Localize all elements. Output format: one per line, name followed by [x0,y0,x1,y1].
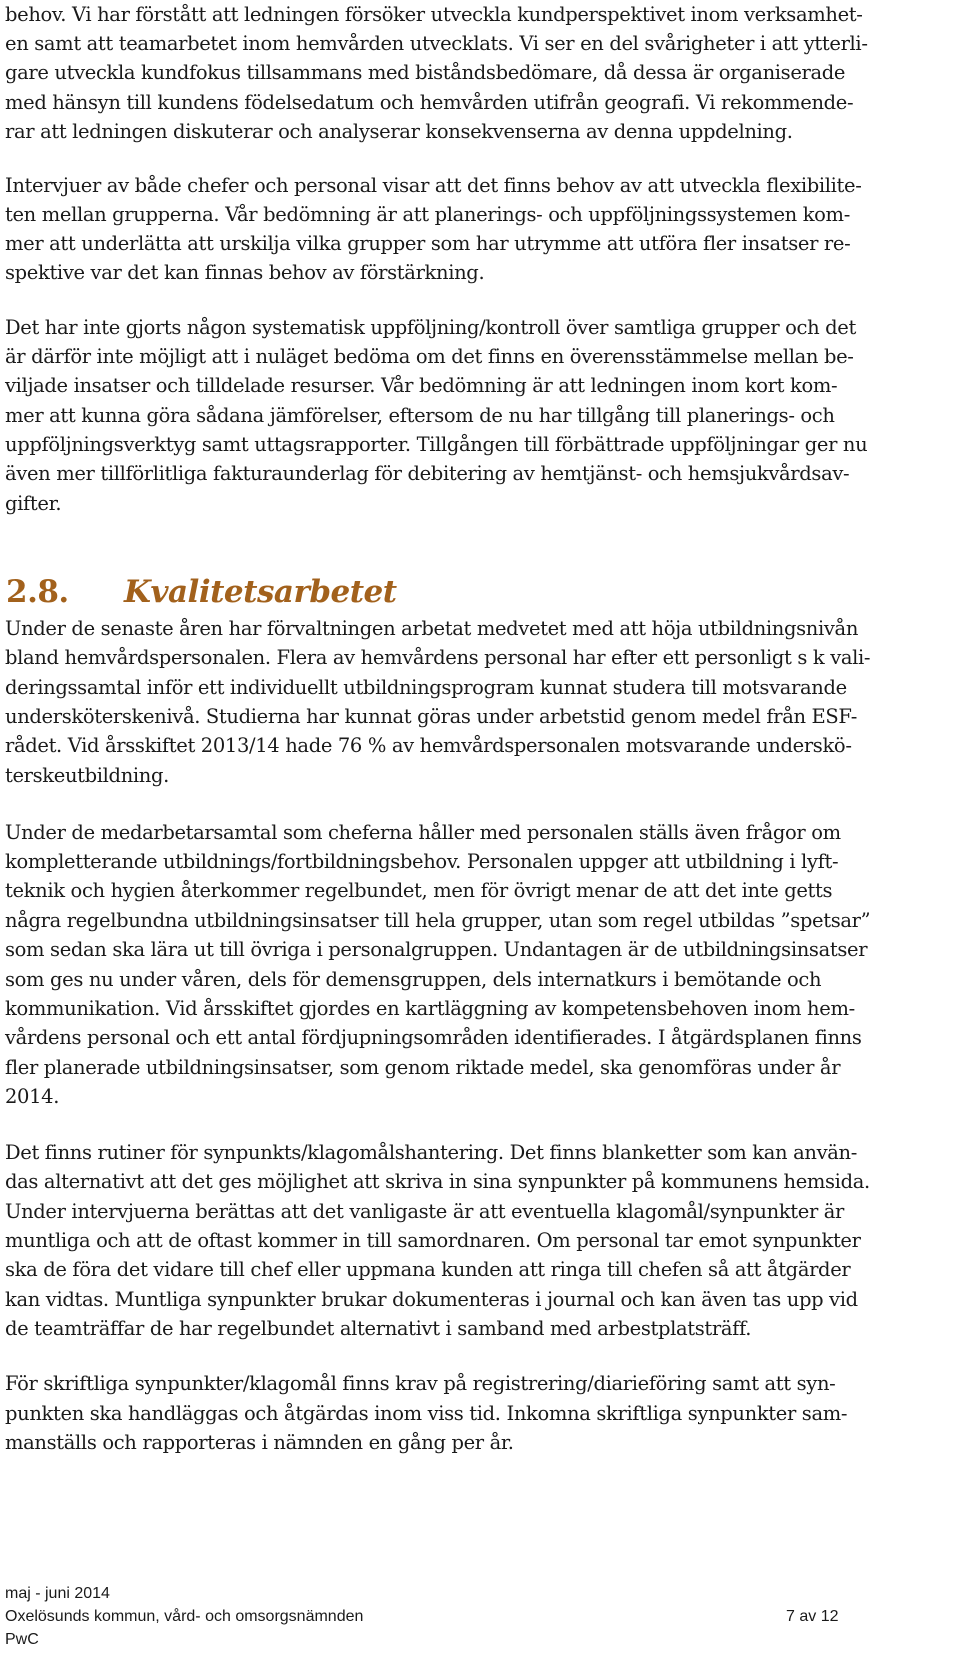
text-line: manställs och rapporteras i nämnden en gång per år. [5,1431,514,1454]
text-line: gare utveckla kundfokus tillsammans med biståndsbedömare, då dessa är organiserade [5,61,846,84]
text-line: behov. Vi har förstått att ledningen försöker utveckla kundperspektivet inom verksamhet- [5,3,863,26]
text-line: terskeutbildning. [5,764,169,787]
text-line: Under de senaste åren har förvaltningen arbetat medvetet med att höja utbildningsnivån [5,617,859,640]
footer-date: maj - juni 2014 [5,1585,110,1602]
text-line: kan vidtas. Muntliga synpunkter brukar dokumenteras i journal och kan även tas upp vid [5,1288,858,1311]
text-line: som sedan ska lära ut till övriga i personalgruppen. Undantagen är de utbildningsinsatser [5,938,868,961]
text-line: de teamträffar de har regelbundet alternativt i samband med arbestplatsträff. [5,1317,752,1340]
text-line: fler planerade utbildningsinsatser, som genom riktade medel, ska genomföras under år [5,1056,841,1079]
footer-company: PwC [5,1631,39,1648]
text-line: undersköterskenivå. Studierna har kunnat göras under arbetstid genom medel från ESF- [5,705,857,728]
text-line: mer att underlätta att urskilja vilka grupper som har utrymme att utföra fler insatser re- [5,232,851,255]
text-line: rådet. Vid årsskiftet 2013/14 hade 76 % av hemvårdspersonalen motsvarande underskö- [5,734,852,757]
section-heading [6,572,397,612]
text-line: ten mellan grupperna. Vår bedömning är att planerings- och uppföljningssystemen kom- [5,203,850,226]
text-line: bland hemvårdspersonalen. Flera av hemvårdens personal har efter ett personligt s k vali- [5,646,871,669]
text-line: är därför inte möjligt att i nuläget bedöma om det finns en överensstämmelse mellan be- [5,345,854,368]
text-line: Under de medarbetarsamtal som cheferna håller med personalen ställs även frågor om [5,821,841,844]
text-line: Det har inte gjorts någon systematisk uppföljning/kontroll över samtliga grupper och det [5,316,856,339]
text-line: gifter. [5,492,62,515]
footer-page-number: 7 av 12 [786,1608,839,1625]
text-line: mer att kunna göra sådana jämförelser, eftersom de nu har tillgång till planerings- och [5,404,835,427]
text-line: viljade insatser och tilldelade resurser. Vår bedömning är att ledningen inom kort kom- [5,374,838,397]
text-line: punkten ska handläggas och åtgärdas inom viss tid. Inkomna skriftliga synpunkter sam- [5,1402,848,1425]
text-line: deringssamtal inför ett individuellt utbildningsprogram kunnat studera till motsvarande [5,676,847,699]
section-number: 2.8. [6,574,69,610]
text-line: 2014. [5,1085,60,1108]
text-line: även mer tillförlitliga fakturaunderlag för debitering av hemtjänst- och hemsjukvårdsav- [5,462,850,485]
text-line: Det finns rutiner för synpunkts/klagomålshantering. Det finns blanketter som kan använ- [5,1141,857,1164]
text-line: das alternativt att det ges möjlighet att skriva in sina synpunkter på kommunens hemsida. [5,1170,870,1193]
text-line: en samt att teamarbetet inom hemvården utvecklats. Vi ser en del svårigheter i att ytterli- [5,32,868,55]
text-line: teknik och hygien återkommer regelbundet, men för övrigt menar de att det inte getts [5,879,833,902]
text-line: kommunikation. Vid årsskiftet gjordes en kartläggning av kompetensbehoven inom hem- [5,997,855,1020]
text-line: uppföljningsverktyg samt uttagsrapporter. Tillgången till förbättrade uppföljningar ger nu [5,433,868,456]
text-line: För skriftliga synpunkter/klagomål finns krav på registrering/diarieföring samt att syn- [5,1372,836,1395]
text-line: med hänsyn till kundens födelsedatum och hemvården utifrån geografi. Vi rekommende- [5,91,854,114]
text-line: några regelbundna utbildningsinsatser till hela grupper, utan som regel utbildas ”spetsar” [5,909,871,932]
text-line: Intervjuer av både chefer och personal visar att det finns behov av att utveckla flexibilite- [5,174,862,197]
footer-organization: Oxelösunds kommun, vård- och omsorgsnämnden [5,1608,364,1625]
text-line: som ges nu under våren, dels för demensgruppen, dels internatkurs i bemötande och [5,968,822,991]
text-line: muntliga och att de oftast kommer in till samordnaren. Om personal tar emot synpunkter [5,1229,861,1252]
section-title: Kvalitetsarbetet [124,574,397,610]
text-line: spektive var det kan finnas behov av förstärkning. [5,261,485,284]
text-line: vårdens personal och ett antal fördjupningsområden identifierades. I åtgärdsplanen finns [5,1026,862,1049]
text-line: ska de föra det vidare till chef eller uppmana kunden att ringa till chefen så att åtgärder [5,1258,851,1281]
text-line: rar att ledningen diskuterar och analyserar konsekvenserna av denna uppdelning. [5,120,793,143]
text-line: kompletterande utbildnings/fortbildningsbehov. Personalen uppger att utbildning i lyft- [5,850,839,873]
text-line: Under intervjuerna berättas att det vanligaste är att eventuella klagomål/synpunkter är [5,1200,845,1223]
